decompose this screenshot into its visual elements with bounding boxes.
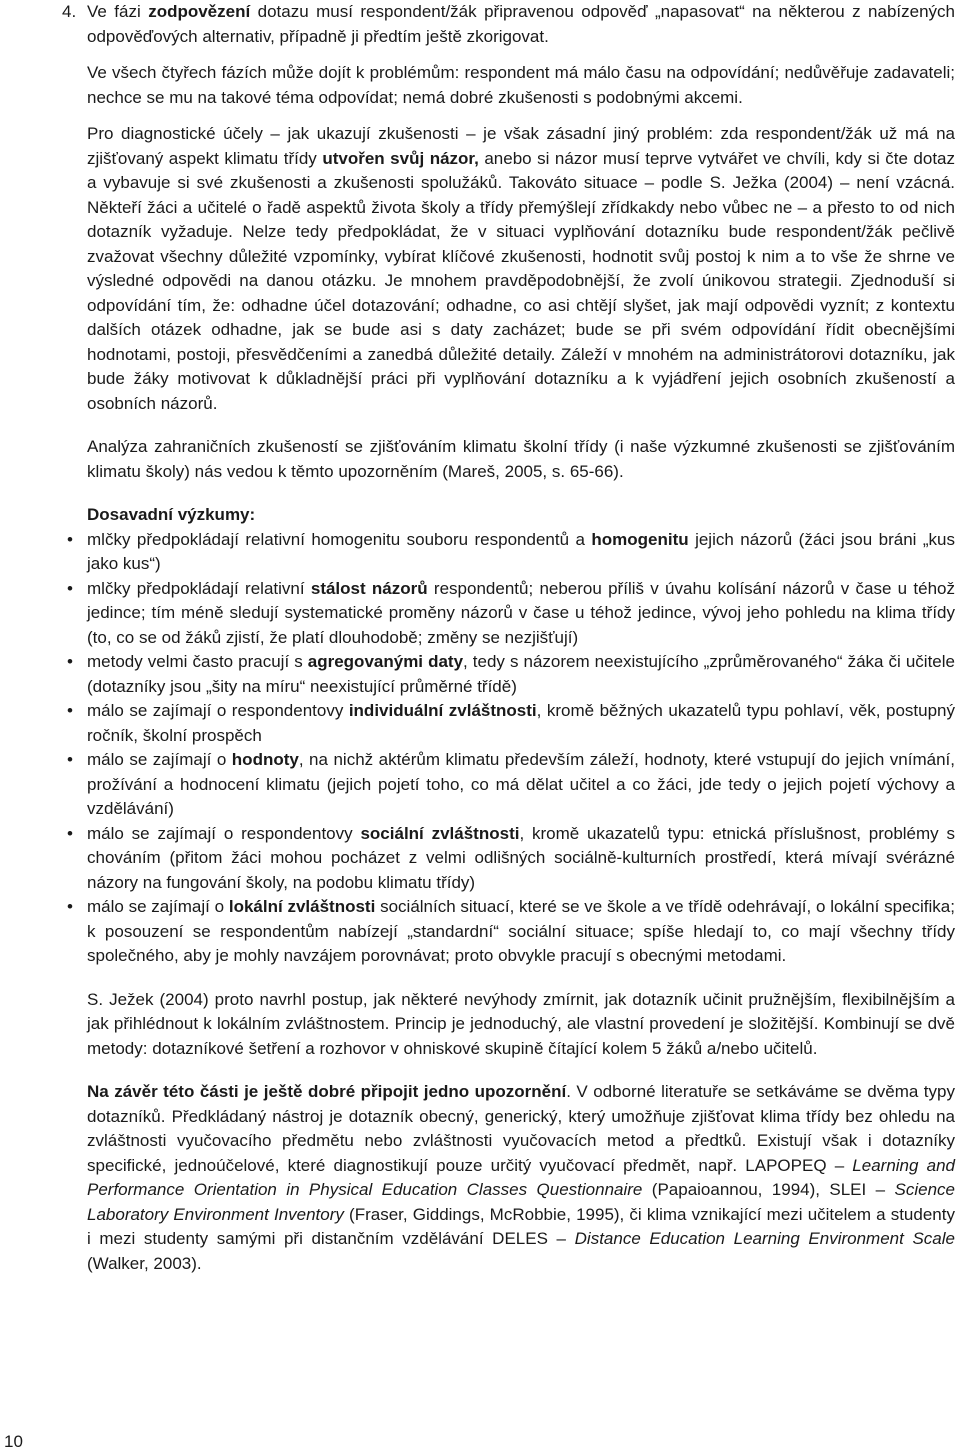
section-heading: Dosavadní výzkumy: [87,505,256,524]
list-item: • málo se zajímají o respondentovy sociální zvláštnosti, kromě ukazatelů typu: etnická příslušnost, problémy s chováním (přitom žáci mohou pocházet z velmi odlišných sociálně-kulturních prostředí, která mívají svérázné názory na fungování školy, na podobu klimatu třídy) [67,823,955,892]
paragraph-analysis: Analýza zahraničních zkušeností se zjišťováním klimatu školní třídy (i naše výzkumné zkušenosti se zjišťováním klimatu školy) nás vedou k těmto upozorněním (Mareš, 2005, s. 65-66). [87,437,955,481]
numbered-item-4 [62,0,955,49]
bold-term: utvořen svůj názor, [322,148,479,168]
paragraph-problems: Ve všech čtyřech fázích může dojít k problémům: respondent má málo času na odpovídání; nedůvěřuje zadavateli; nechce se mu na takové téma odpovídat; nemá dobré zkušenosti s podobnými akcemi. [87,63,955,107]
bold-term: Na závěr této části je ještě dobré připojit jedno upozornění [87,1082,567,1101]
item-number: 4. [62,2,77,21]
list-item: • málo se zajímají o hodnoty, na nichž aktérům klimatu především záleží, hodnoty, které vstupují do jejich vnímání, prožívání a hodnocení klimatu (jejich pojetí toho, co má dělat učitel a co žáci, jde tedy o jejich pojetí výchovy a vzdělávání) [67,750,955,818]
bullet-icon: • [67,701,73,720]
italic-title: Learning and Performance Orientation in Physical Education Classes Questionnaire [87,1155,955,1199]
page-content [62,0,955,1276]
bullet-icon: • [67,897,73,916]
paragraph-final: Na závěr této části je ještě dobré připojit jedno upozornění. V odborné literatuře se setkáváme se dvěma typy dotazníků. Předkládaný nástroj je dotazník obecný, generický, který umožňuje zjišťovat klima třídy bez ohledu na zvláštnosti vyučovacího předmětu nebo zvláštnosti vyučovacích metod a předtků. Existují však i dotazníky specifické, jednoúčelové, které diagnostikují pouze určitý vyučovací předmět, např. LAPOPEQ – Learning and Performance Orientation in Physical Education Classes Questionnaire (Papaioannou, 1994), SLEI – Science Laboratory Environment Inventory (Fraser, Giddings, McRobbie, 1995), či klima vznikající mezi učitelem a studenty i mezi studenty samými při distančním vzdělávání DELES – Distance Education Learning Environment Scale (Walker, 2003). [87,1082,955,1273]
list-item: • mlčky předpokládají relativní stálost názorů respondentů; neberou příliš v úvahu kolísání názorů v čase u téhož jedince; tím méně sledují systematické proměny názorů v čase u téhož jedince, vývoj jeho pohledu na klima třídy (to, co se od žáků zjistí, že platí dlouhodobě; změny se nezjišťují) [67,578,955,647]
bullet-icon: • [67,529,73,549]
bullet-icon: • [67,823,73,843]
bullet-icon: • [67,578,73,598]
bold-term: zodpovězení [148,2,251,21]
italic-title: Distance Education Learning Environment Scale [574,1229,955,1248]
bullet-icon: • [67,750,73,769]
paragraph-jezek: S. Ježek (2004) proto navrhl postup, jak některé nevýhody zmírnit, jak dotazník učinit pružnějším, flexibilnějším a jak přihlédnout k lokálním zvláštnostem. Princip je jednoduchý, ale vlastní provedení je složitější. Kombinují se dvě metody: dotazníkové šetření a rozhovor v ohniskové skupině čítající kolem 5 žáků a/nebo učitelů. [87,989,955,1058]
research-list [67,528,955,969]
list-item: • málo se zajímají o respondentovy individuální zvláštnosti, kromě běžných ukazatelů typu pohlaví, věk, postupný ročník, školní prospěch [67,701,955,745]
list-item: • mlčky předpokládají relativní homogenitu souboru respondentů a homogenitu jejich názorů (žáci jsou bráni „kus jako kus“) [67,529,955,573]
list-item: • metody velmi často pracují s agregovanými daty, tedy s názorem neexistujícího „zprůměrovaného“ žáka či učitele (dotazníky jsou „šity na míru“ neexistující průměrné třídě) [67,652,955,696]
item-4-text: Ve fázi zodpovězení dotazu musí respondent/žák připravenou odpověď „napasovat“ na některou z nabízených odpověďových alternativ, případně ji předtím ještě zkorigovat. [87,2,955,46]
page-number: 10 [4,1432,23,1451]
italic-title: Science Laboratory Environment Inventory [87,1180,955,1224]
list-item: • málo se zajímají o lokální zvláštnosti sociálních situací, které se ve škole a ve třídě odehrávají, o lokální specifika; k posouzení se respondentům nabízejí „standardní“ sociální situace; spíše hledají to, co mají všechny třídy společného, aby je mohly navzájem porovnávat; proto obvykle pracují s obecnými metodami. [67,897,955,965]
paragraph-diagnostic: Pro diagnostické účely – jak ukazují zkušenosti – je však zásadní jiný problém: zda respondent/žák už má na zjišťovaný aspekt klimatu třídy utvořen svůj názor, anebo si názor musí teprve vytvářet ve chvíli, kdy si čte dotaz a vybavuje si své zkušenosti a zkušenosti spolužáků. Takováto situace – podle S. Ježka (2004) – není vzácná. Někteří žáci a učitelé o řadě aspektů života školy a třídy přemýšlejí zřídkakdy nebo vůbec ne – a přesto to od nich dotazník vyžaduje. Nelze tedy předpokládat, že v situaci vyplňování dotazníku bude respondent/žák pečlivě zvažovat všechny důležité vzpomínky, vybírat klíčové zkušenosti, hodnotit svůj postoj k nim a to vše že shrne ve výsledné odpovědi na danou otázku. Je mnohem pravděpodobnější, že zvolí únikovou strategii. Zjednoduší si odpovídání tím, že: odhadne účel dotazování; odhadne, co asi chtějí slyšet, jak mají odpovědi vyznít; z kontextu dalších otázek odhadne, jak se bude asi s daty zacházet; bude se při svém odpovídání řídit obecnějšími hodnotami, postoji, přesvědčeními a zanedbá důležité detaily. Záleží v mnohém na administrátorovi dotazníku, jak bude žáky motivovat k důkladnější práci při vyplňování dotazníku a k vyjádření jejich osobních zkušeností a osobních názorů. [87,124,955,413]
bullet-icon: • [67,652,73,671]
